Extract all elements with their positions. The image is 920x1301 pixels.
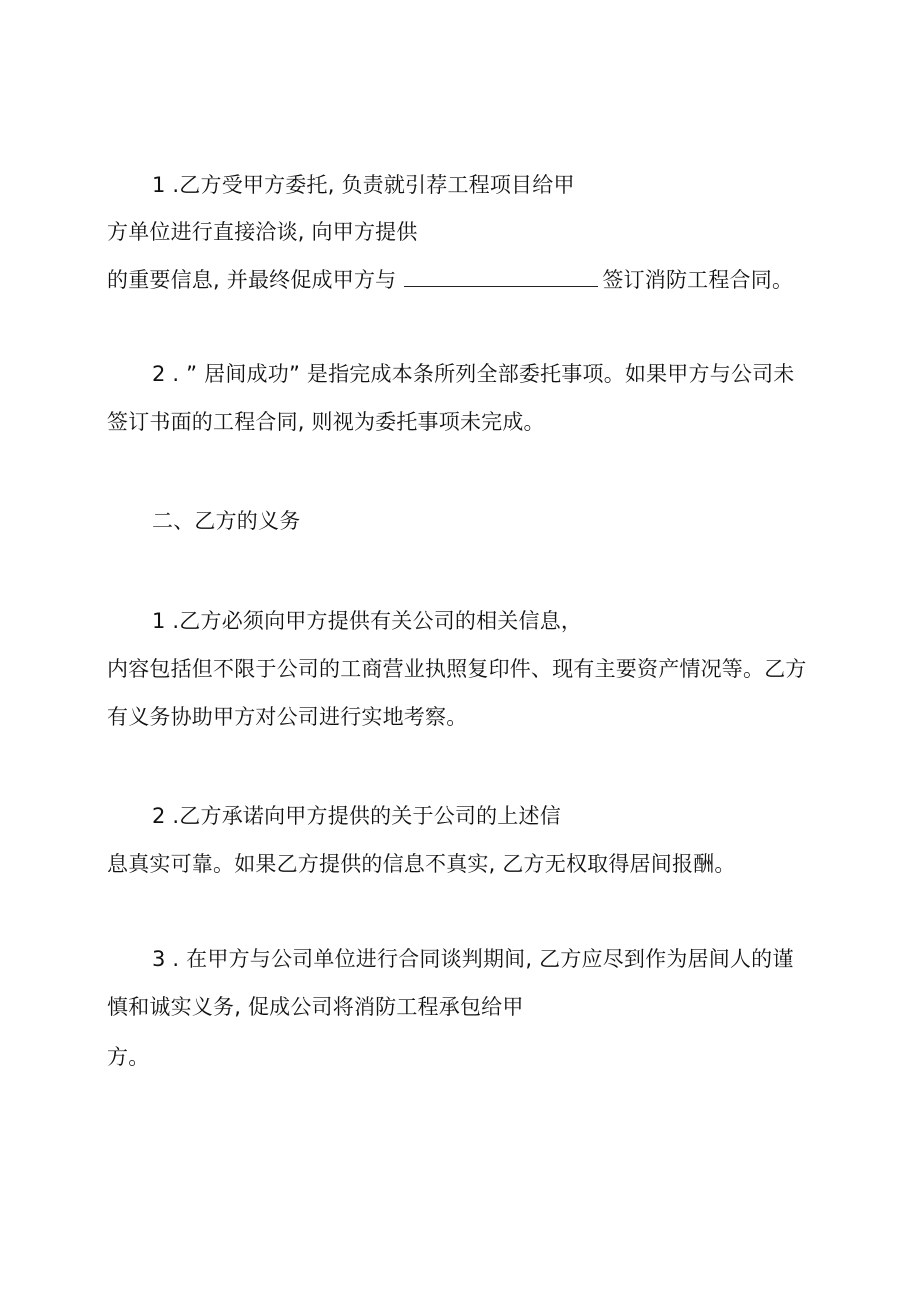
duty-3-line-1: 3 . 在甲方与公司单位进行合同谈判期间, 乙方应尽到作为居间人的谨 (152, 947, 794, 971)
clause-2-line-2: 签订书面的工程合同, 则视为委托事项未完成。 (107, 410, 545, 434)
duty-3-line-3: 方。 (107, 1045, 150, 1069)
clause-1-line-1: 1 .乙方受甲方委托, 负责就引荐工程项目给甲 (152, 173, 575, 197)
duty-1-line-2: 内容包括但不限于公司的工商营业执照复印件、现有主要资产情况等。乙方 (107, 657, 807, 681)
fill-in-blank (404, 268, 598, 287)
section-heading: 二、乙方的义务 (152, 509, 301, 533)
clause-2-line-1: 2 . ” 居间成功” 是指完成本条所列全部委托事项。如果甲方与公司未 (152, 362, 795, 386)
duty-3-line-2: 慎和诚实义务, 促成公司将消防工程承包给甲 (107, 995, 524, 1019)
duty-1-line-3: 有义务协助甲方对公司进行实地考察。 (107, 705, 468, 729)
clause-1-line-2: 方单位进行直接洽谈, 向甲方提供 (107, 220, 418, 244)
clause-1-line-3-text: 的重要信息, 并最终促成甲方与 (107, 268, 397, 292)
duty-2-line-2: 息真实可靠。如果乙方提供的信息不真实, 乙方无权取得居间报酬。 (107, 852, 736, 876)
clause-1-line-3 (107, 266, 793, 294)
clause-1-line-3-tail: 签订消防工程合同。 (602, 268, 794, 292)
duty-1-line-1: 1 .乙方必须向甲方提供有关公司的相关信息， (152, 609, 583, 633)
duty-2-line-1: 2 .乙方承诺向甲方提供的关于公司的上述信 (152, 804, 561, 828)
